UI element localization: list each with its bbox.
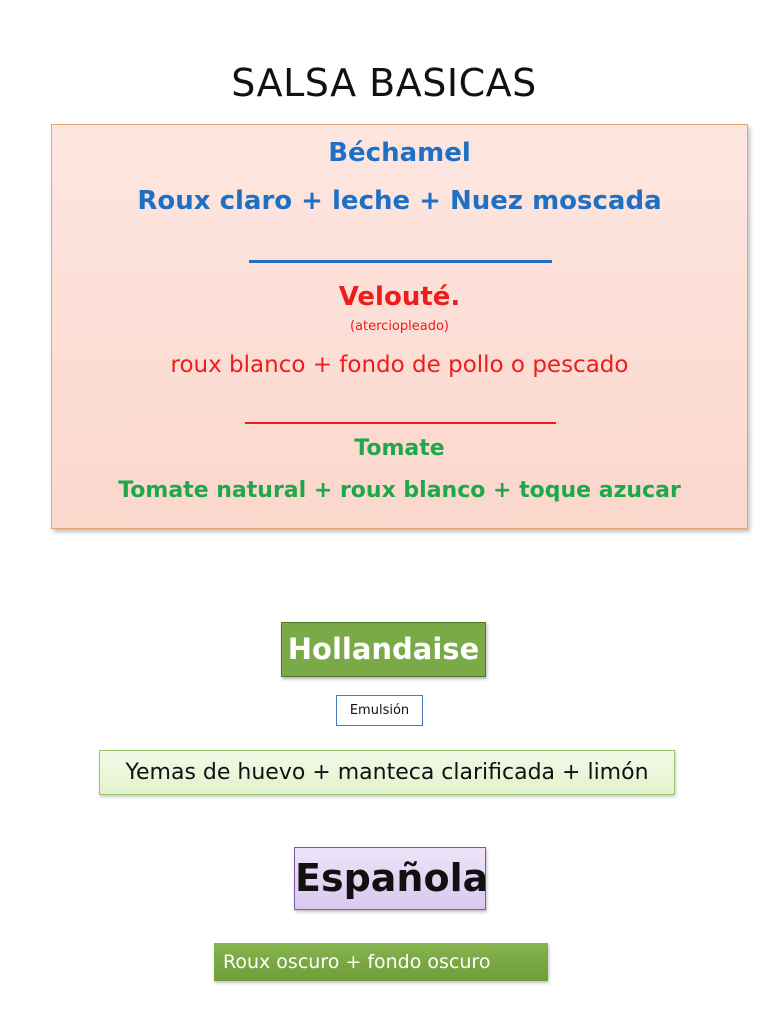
mother-sauces-box <box>51 124 748 529</box>
bechamel-recipe: Roux claro + leche + Nuez moscada <box>137 186 662 216</box>
page-title: SALSA BASICAS <box>231 61 537 105</box>
veloute-recipe: roux blanco + fondo de pollo o pescado <box>170 352 629 378</box>
espanola-recipe: Roux oscuro + fondo oscuro <box>214 943 548 981</box>
tomate-title: Tomate <box>354 436 445 461</box>
bechamel-title: Béchamel <box>328 138 471 168</box>
hollandaise-title: Hollandaise <box>281 622 486 677</box>
veloute-title: Velouté. <box>338 282 461 312</box>
espanola-title: Española <box>294 847 486 910</box>
emulsion-tag: Emulsión <box>336 695 423 726</box>
veloute-subtitle: (aterciopleado) <box>349 319 449 334</box>
veloute-divider <box>245 422 556 424</box>
tomate-recipe: Tomate natural + roux blanco + toque azucar <box>118 478 681 503</box>
hollandaise-recipe: Yemas de huevo + manteca clarificada + limón <box>99 750 675 795</box>
bechamel-divider <box>249 260 552 263</box>
